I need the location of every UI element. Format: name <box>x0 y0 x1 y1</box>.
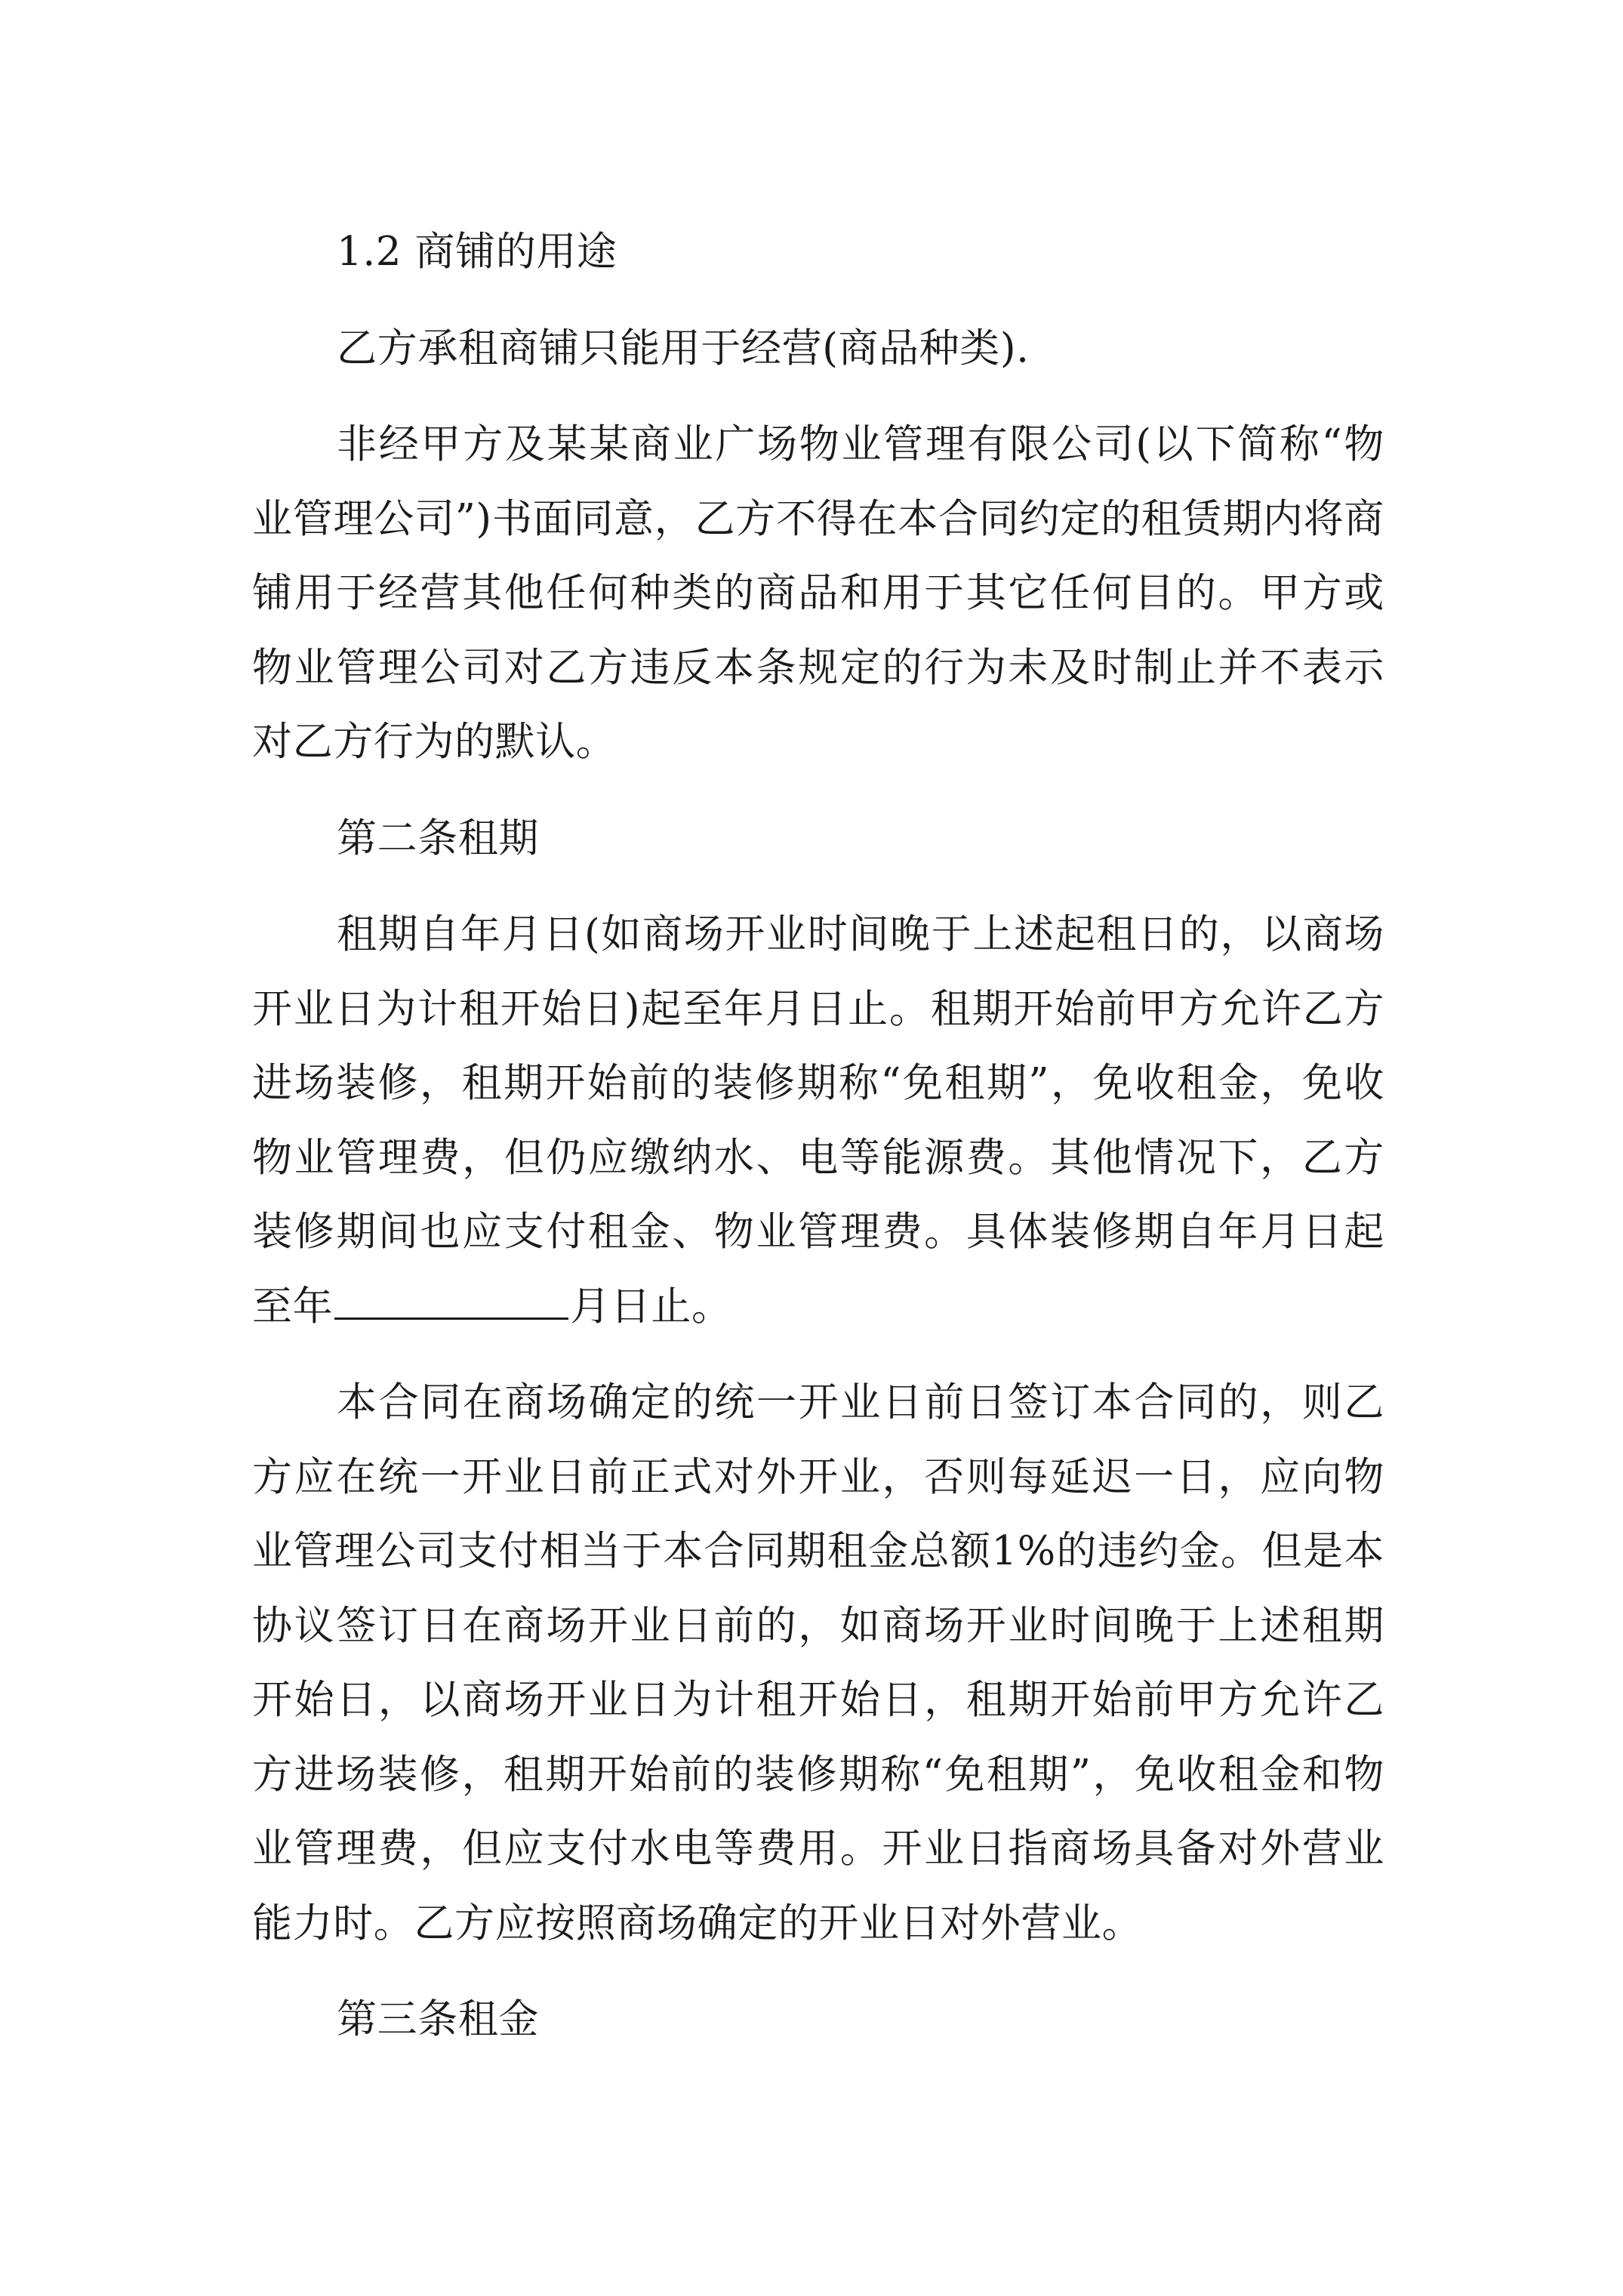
article-2-heading: 第二条租期 <box>337 815 539 861</box>
opening-day-paragraph: 本合同在商场确定的统一开业日前日签订本合同的，则乙方应在统一开业日前正式对外开业，否则每延迟一日，应向物业管理公司支付相当于本合同期租金总额1%的违约金。但是本协议签订日在商场开业日前的，如商场开业时间晚于上述租期开始日，以商场开业日为计租开始日，租期开始前甲方允许乙方进场装修，租期开始前的装修期称“免租期”，免收租金和物业管理费，但应支付水电等费用。开业日指商场具备对外营业能力时。乙方应按照商场确定的开业日对外营业。 <box>252 1379 1384 1946</box>
lease-term-text: 租期自年月日(如商场开业时间晚于上述起租日的，以商场开业日为计租开始日)起至年月日止。租期开始前甲方允许乙方进场装修，租期开始前的装修期称“免租期”，免收租金，免收物业管理费，但仍应缴纳水、电等能源费。其他情况下，乙方装修期间也应支付租金、物业管理费。具体装修期自年月日起至年 <box>252 911 1384 1330</box>
paragraph-gap <box>252 1344 1384 1366</box>
paragraph-gap <box>252 876 1384 898</box>
paragraph-gap <box>252 1961 1384 1983</box>
lease-term-text-end: 月日止。 <box>570 1283 732 1330</box>
fill-in-blank-line[interactable] <box>334 1281 568 1320</box>
usage-paragraph: 乙方承租商铺只能用于经营(商品种类). <box>337 325 1030 371</box>
consent-paragraph: 非经甲方及某某商业广场物业管理有限公司(以下简称“物业管理公司”)书面同意，乙方不得在本合同约定的租赁期内将商铺用于经营其他任何种类的商品和用于其它任何目的。甲方或物业管理公司对乙方违反本条规定的行为未及时制止并不表示对乙方行为的默认。 <box>252 421 1384 765</box>
article-3-heading: 第三条租金 <box>337 1996 539 2042</box>
lease-term-paragraph <box>252 898 1384 1344</box>
section-heading-1-2: 1.2 商铺的用途 <box>337 229 617 275</box>
document-body <box>252 215 1384 2057</box>
paragraph-gap <box>252 290 1384 312</box>
paragraph-gap <box>252 780 1384 802</box>
paragraph-gap <box>252 386 1384 408</box>
